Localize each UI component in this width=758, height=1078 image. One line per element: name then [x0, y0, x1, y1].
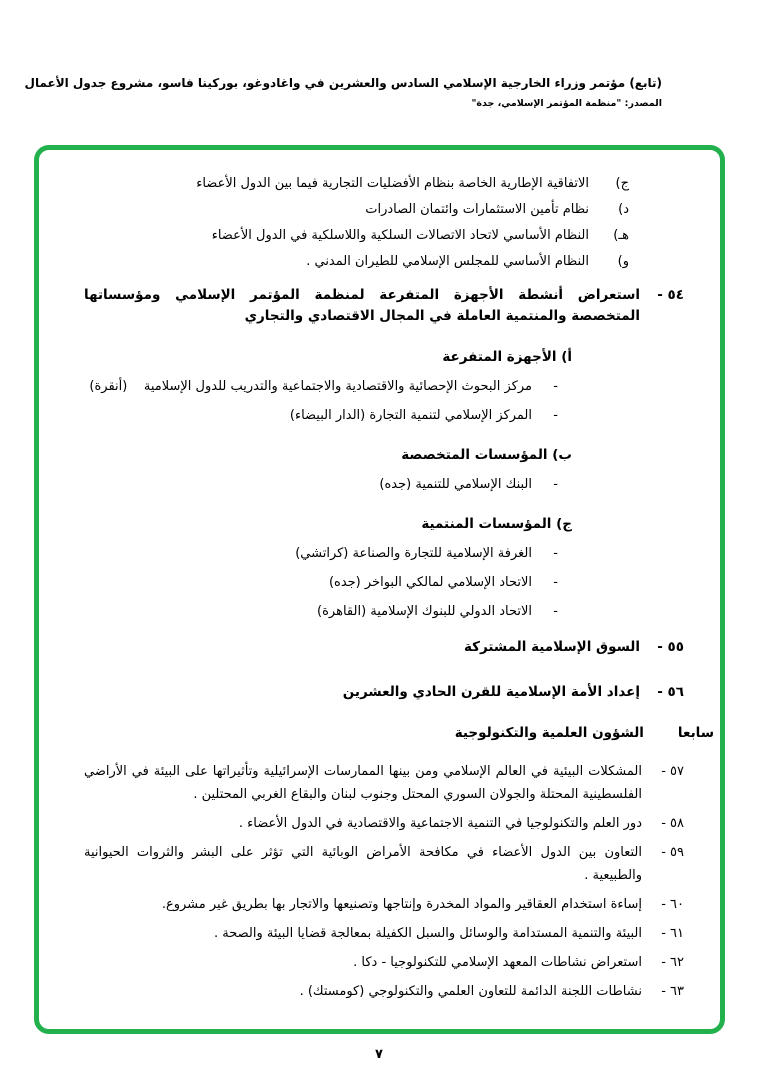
- section-ordinal: سابعا: [677, 725, 714, 741]
- dash-bullet: -: [553, 408, 558, 423]
- item-number: ٥٨ -: [661, 816, 684, 831]
- section-title: الشؤون العلمية والتكنولوجية: [454, 725, 644, 741]
- dash-bullet: -: [553, 546, 558, 561]
- section-seven-heading: [84, 723, 714, 744]
- list-item: [84, 200, 629, 219]
- item-marker: د): [618, 202, 629, 217]
- dash-bullet: -: [553, 379, 558, 394]
- item-number: ٦٠ -: [661, 897, 684, 912]
- item-number: ٥٥ -: [657, 639, 684, 655]
- dash-bullet: -: [553, 575, 558, 590]
- list-item: [84, 174, 629, 193]
- list-item: [84, 602, 558, 621]
- item-number: ٥٦ -: [657, 684, 684, 700]
- item-text: نظام تأمين الاستثمارات وائتمان الصادرات: [365, 202, 589, 217]
- item-number: ٦٢ -: [661, 955, 684, 970]
- source-note: المصدر: "منظمة المؤتمر الإسلامي، جدة": [471, 98, 662, 109]
- item-marker: هـ): [613, 228, 629, 243]
- item-text: مركز البحوث الإحصائية والاقتصادية والاجتماعية والتدريب للدول الإسلامية (أنقرة): [89, 379, 532, 394]
- item-title: استعراض أنشطة الأجهزة المتفرعة لمنظمة المؤتمر الإسلامي ومؤسساتها المتخصصة والمنتمية العاملة في المجال الاقتصادي والتجاري: [84, 287, 640, 324]
- agenda-item-59: [84, 841, 684, 887]
- agenda-item-56: [84, 682, 684, 703]
- item-number: ٥٧ -: [661, 764, 684, 779]
- agenda-item-60: [84, 893, 684, 916]
- item-text: البيئة والتنمية المستدامة والوسائل والسبل الكفيلة بمعالجة قضايا البيئة والصحة .: [214, 926, 642, 941]
- item-text: التعاون بين الدول الأعضاء في مكافحة الأمراض الوبائية التي تؤثر على البشر والثروات الحيوانية والطبيعية .: [84, 845, 642, 883]
- item-number: ٥٤ -: [657, 287, 684, 303]
- agenda-item-58: [84, 812, 684, 835]
- agenda-item-54: [84, 285, 684, 327]
- item-number: ٦١ -: [661, 926, 684, 941]
- item-text: الغرفة الإسلامية للتجارة والصناعة (كراتشي): [295, 546, 532, 561]
- item-text: الاتحاد الإسلامي لمالكي البواخر (جده): [328, 575, 532, 590]
- item-text: نشاطات اللجنة الدائمة للتعاون العلمي والتكنولوجي (كومستك) .: [299, 984, 642, 999]
- item-text: إساءة استخدام العقاقير والمواد المخدرة وإنتاجها وتصنيعها والاتجار بها بطريق غير مشروع.: [161, 897, 642, 912]
- lettered-list: [84, 174, 684, 271]
- item-text: استعراض نشاطات المعهد الإسلامي للتكنولوجيا - دكا .: [353, 955, 642, 970]
- agenda-item-63: [84, 980, 684, 1003]
- item-text: دور العلم والتكنولوجيا في التنمية الاجتماعية والاقتصادية في الدول الأعضاء .: [238, 816, 642, 831]
- subsection-a-heading: أ) الأجهزة المتفرعة: [442, 349, 572, 365]
- document-header: [24, 76, 662, 109]
- item-text: المشكلات البيئية في العالم الإسلامي ومن بينها الممارسات الإسرائيلية وتأثيراتها على البيئة في الأراضي الفلسطينية المحتلة والجولان السوري المحتل وجنوب لبنان والبقاع الغربي المحتلين .: [84, 764, 642, 802]
- item-marker: و): [617, 254, 629, 269]
- item-text: الاتحاد الدولي للبنوك الإسلامية (القاهرة): [317, 604, 532, 619]
- agenda-item-55: [84, 637, 684, 658]
- item-text: المركز الإسلامي لتنمية التجارة (الدار البيضاء): [289, 408, 532, 423]
- agenda-item-62: [84, 951, 684, 974]
- dash-bullet: -: [553, 477, 558, 492]
- list-item: [84, 475, 558, 494]
- page-footer: [0, 1047, 758, 1062]
- item-text: النظام الأساسي للمجلس الإسلامي للطيران المدني .: [306, 254, 589, 269]
- item-number: ٦٣ -: [661, 984, 684, 999]
- list-item: [84, 573, 558, 592]
- agenda-item-61: [84, 922, 684, 945]
- subsection-c-heading: ج) المؤسسات المنتمية: [421, 516, 572, 532]
- item-title: السوق الإسلامية المشتركة: [463, 639, 640, 655]
- list-item: [84, 252, 629, 271]
- list-item: [84, 406, 558, 425]
- item-number: ٥٩ -: [661, 845, 684, 860]
- list-item: [84, 226, 629, 245]
- dash-bullet: -: [553, 604, 558, 619]
- item-text: البنك الإسلامي للتنمية (جده): [379, 477, 532, 492]
- list-item: [84, 377, 558, 396]
- page-number: ٧: [375, 1047, 383, 1062]
- document-title: (تابع) مؤتمر وزراء الخارجية الإسلامي السادس والعشرين في واغادوغو، بوركينا فاسو، مشروع جدول الأعمال: [24, 76, 662, 90]
- item-text: النظام الأساسي لاتحاد الاتصالات السلكية واللاسلكية في الدول الأعضاء: [211, 228, 589, 243]
- item-text: الاتفاقية الإطارية الخاصة بنظام الأفضليات التجارية فيما بين الدول الأعضاء: [196, 176, 589, 191]
- agenda-box: [34, 145, 725, 1034]
- list-item: [84, 544, 558, 563]
- subsection-b-heading: ب) المؤسسات المتخصصة: [401, 447, 572, 463]
- item-title: إعداد الأمة الإسلامية للقرن الحادي والعشرين: [342, 684, 640, 700]
- item-marker: ج): [615, 176, 629, 191]
- agenda-item-57: [84, 760, 684, 806]
